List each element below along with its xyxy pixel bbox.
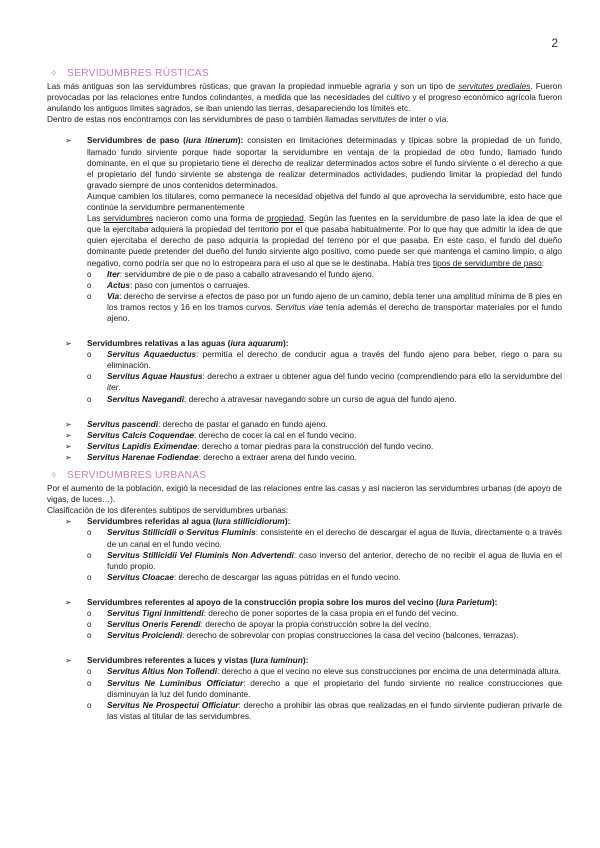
definition: : derecho a atravesar navegando sobre un curso de agua del fundo ajeno. bbox=[184, 393, 457, 404]
diamond-outline-icon: ✧ bbox=[50, 470, 58, 480]
term: Iter bbox=[107, 268, 120, 279]
definition: : derecho a prohibir las obras que realizadas en el fundo sirviente pudieran privarle de las vistas al titular de las servidumbres. bbox=[107, 699, 563, 721]
triangle-bullet-icon: ➢ bbox=[65, 517, 72, 527]
list-item bbox=[87, 630, 562, 641]
list-item bbox=[87, 666, 562, 677]
list-item bbox=[87, 550, 562, 572]
luces-title-text: Servidumbres referentes a luces y vistas ( bbox=[87, 655, 254, 666]
list-item bbox=[87, 394, 562, 405]
circle-bullet-icon: o bbox=[87, 631, 92, 641]
agua-title-end: ): bbox=[284, 516, 291, 527]
term: Servitus Ne Luminibus Officiatur bbox=[107, 677, 244, 688]
term: Servitus Tigni Inmittendi bbox=[107, 608, 204, 619]
circle-bullet-icon: o bbox=[87, 550, 92, 560]
term: Servitus pascendi bbox=[87, 418, 159, 429]
circle-bullet-icon: o bbox=[87, 372, 92, 382]
list-item-apoyo bbox=[47, 597, 562, 641]
definition: : derecho a que el vecino no eleve sus construcciones por encima de una determinada altura. bbox=[217, 666, 562, 677]
term: Servitus Stillicidii o Servitus Fluminis bbox=[107, 527, 256, 538]
list-item bbox=[87, 608, 562, 619]
list-item-luces bbox=[47, 655, 562, 722]
apoyo-title bbox=[87, 597, 562, 608]
definition-italic: iter bbox=[107, 382, 119, 393]
aguas-title-italic: iura aquarum bbox=[230, 338, 283, 349]
list-item bbox=[87, 619, 562, 630]
triangle-bullet-icon: ➢ bbox=[65, 419, 72, 429]
circle-bullet-icon: o bbox=[87, 572, 92, 582]
page-number: 2 bbox=[551, 36, 558, 50]
circle-bullet-icon: o bbox=[87, 269, 92, 279]
section-heading-urbanas bbox=[47, 470, 562, 481]
intro-text-end: . Fueron provocadas por las relaciones entre fundos colindantes, a medida que las necesidades del cultivo y el progreso económico agrícola fueron anulando los antiguos límites sagrados, se iban uniendo las tierras, desapareciendo los límites etc. bbox=[47, 81, 562, 114]
list-item bbox=[87, 291, 562, 324]
list-item-agua bbox=[47, 516, 562, 583]
list-item bbox=[87, 700, 562, 722]
list-item bbox=[47, 430, 562, 441]
paso-title-italic: iura itinerum bbox=[185, 135, 238, 146]
term: Servitus Harenae Fodiendae bbox=[87, 451, 199, 462]
paso-p3-b: nacieron como una forma de bbox=[153, 213, 267, 224]
circle-bullet-icon: o bbox=[87, 528, 92, 538]
paso-paragraph-2: Aunque cambien los titulares, como permanece la necesidad objetiva del fundo al que aprovecha la servidumbre, esto hace que continúe la servidumbre permanentemente bbox=[87, 190, 562, 213]
definition: : derecho de cocer la cal en el fundo vecino. bbox=[193, 429, 357, 440]
paso-text: consisten en limitaciones determinadas y típicas sobre la propiedad de un fundo, llamado fundo sirviente porque hade soportar la servidumbre en ventaja de la propiedad de otro fundo, llamado fundo dominante, en el que su propietario tiene el derecho de realizar determinados actos sobre el fundo sirviente o el derecho a que el propietario del fundo sirviente se abstenga de realizar determinados actividades, pudiendo limitar la propiedad del fundo gravado siempre de unos contenidos determinados. bbox=[87, 135, 562, 190]
intro-text: Las más antiguas son las servidumbres rústicas, que gravan la propiedad inmueble agraria y son un tipo de bbox=[47, 81, 459, 92]
definition: : derecho de pastar el ganado en fundo ajeno. bbox=[158, 418, 328, 429]
list-item bbox=[87, 678, 562, 700]
list-item bbox=[47, 419, 562, 430]
intro2-italic: servitutes bbox=[360, 114, 397, 125]
section-heading-rusticas bbox=[47, 68, 562, 79]
list-item bbox=[47, 452, 562, 463]
luces-title bbox=[87, 655, 562, 666]
tipos-servidumbre-link[interactable]: tipos de servidumbre de paso bbox=[432, 257, 542, 268]
paso-p3-c: . Según las fuentes en la servidumbre de paso late la idea de que el que la ejercitaba adquiera la propiedad del territorio por el que pasaba habitualmente. Por lo que hay que admitir la idea de que quien ejercitaba el derecho de paso adquiría la propiedad del terreno por el que pasaba. En este caso, el fundo del dueño dominante puede pretender del dueño del fundo sirviente algo positivo, como puede ser que mantenga el camino limpio, o algo negativo, como podría ser que no lo estropeara para el uso al que se le destinaba. Había tres bbox=[87, 213, 563, 268]
definition: : derecho a tomar piedras para la construcción del fundo vecino. bbox=[197, 440, 434, 451]
definition-end: tenía además el derecho de transportar materiales por el fundo ajeno. bbox=[107, 301, 563, 323]
intro-paragraph bbox=[47, 81, 562, 114]
list-item bbox=[87, 527, 562, 549]
circle-bullet-icon: o bbox=[87, 291, 92, 301]
apoyo-title-text: Servidumbres referentes al apoyo de la construcción propia sobre los muros del vecino ( bbox=[87, 596, 439, 607]
definition: : derecho de sobrevolar con propias construcciones la casa del vecino (balcones, terrazas). bbox=[182, 630, 519, 641]
paso-paragraph-3 bbox=[87, 213, 562, 268]
list-item-paso bbox=[47, 135, 562, 324]
triangle-bullet-icon: ➢ bbox=[65, 136, 72, 146]
term: Servitus Lapidis Eximendae bbox=[87, 440, 198, 451]
term: Servitus Aquae Haustus bbox=[107, 371, 203, 382]
agua-title-italic: Iura stillicidiorum bbox=[215, 516, 285, 527]
paso-paragraph bbox=[87, 135, 562, 190]
luces-title-italic: Iura luminun bbox=[253, 655, 303, 666]
list-item bbox=[87, 572, 562, 583]
section-title: SERVIDUMBRES URBANAS bbox=[67, 470, 207, 481]
document-body bbox=[47, 68, 562, 722]
circle-bullet-icon: o bbox=[87, 350, 92, 360]
term: Servitus Navegandi bbox=[107, 393, 185, 404]
list-item bbox=[87, 269, 562, 280]
intro2-text-end: de inter o vía. bbox=[396, 114, 449, 125]
intro-paragraph-2 bbox=[47, 114, 562, 125]
agua-title bbox=[87, 516, 562, 527]
section-title: SERVIDUMBRES RÚSTICAS bbox=[67, 68, 209, 79]
definition: : permitía el derecho de conducir agua a través del fundo ajeno para beber, riego o para su eliminación. bbox=[107, 349, 563, 371]
aguas-title bbox=[87, 338, 562, 349]
circle-bullet-icon: o bbox=[87, 280, 92, 290]
term: Servitus Calcis Coquendae bbox=[87, 429, 194, 440]
term: Servitus Proiciendi bbox=[107, 630, 183, 641]
definition: : derecho de apoyar la propia construcción sobre la del vecino. bbox=[200, 619, 432, 630]
paso-p3-a: Las bbox=[87, 213, 104, 224]
definition-end: . bbox=[118, 382, 121, 393]
urbanas-intro: Por el aumento de la población, exigió la necesidad de las relaciones entre las casas y así nacieron las servidumbres urbanas (de apoyo de vigas, de luces…). bbox=[47, 483, 562, 505]
triangle-bullet-icon: ➢ bbox=[65, 656, 72, 666]
term: Actus bbox=[107, 279, 131, 290]
list-item-aguas bbox=[47, 338, 562, 405]
definition-italic: Servitus viae bbox=[275, 301, 324, 312]
list-item bbox=[87, 349, 562, 371]
definition: : derecho de descargar las aguas pútridas en el fundo vecino. bbox=[173, 571, 401, 582]
aguas-title-end: ): bbox=[283, 338, 289, 349]
apoyo-title-end: ): bbox=[491, 596, 498, 607]
definition: : derecho a extraer u obtener agua del fundo vecino (comprendiendo para ello la servidumbre del bbox=[202, 371, 562, 382]
term: Servitus Stillicidii Vel Fluminis Non Advertendi bbox=[107, 549, 294, 560]
circle-bullet-icon: o bbox=[87, 678, 92, 688]
definition: : paso con jumentos o carruajes. bbox=[130, 279, 250, 290]
definition: : derecho de poner soportes de la casa propia en el fundo del vecino. bbox=[203, 608, 459, 619]
intro2-text: Dentro de estas nos encontramos con las servidumbres de paso o también llamadas bbox=[47, 114, 361, 125]
paso-title: Servidumbres de paso ( bbox=[87, 135, 186, 146]
term: Servitus Oneris Ferendi bbox=[107, 619, 201, 630]
triangle-bullet-icon: ➢ bbox=[65, 452, 72, 462]
list-item bbox=[87, 371, 562, 393]
list-item bbox=[87, 280, 562, 291]
circle-bullet-icon: o bbox=[87, 620, 92, 630]
agua-title-text: Servidumbres referidas al agua ( bbox=[87, 516, 216, 527]
apoyo-title-italic: Iura Parietum bbox=[438, 596, 492, 607]
servidumbres-link[interactable]: servidumbres bbox=[103, 213, 154, 224]
term: Servitus Aquaeductus bbox=[107, 349, 197, 360]
urbanas-intro-2: Clasificación de los diferentes subtipos de servidumbres urbanas: bbox=[47, 505, 289, 516]
circle-bullet-icon: o bbox=[87, 394, 92, 404]
triangle-bullet-icon: ➢ bbox=[65, 339, 72, 349]
triangle-bullet-icon: ➢ bbox=[65, 441, 72, 451]
triangle-bullet-icon: ➢ bbox=[65, 597, 72, 607]
term: Servitus Cloacae bbox=[107, 571, 174, 582]
servitutes-prediales-link[interactable]: servitutes prediales bbox=[458, 81, 531, 92]
circle-bullet-icon: o bbox=[87, 667, 92, 677]
definition: : servidumbre de pie o de paso a caballo atravesando el fundo ajeno. bbox=[119, 268, 375, 279]
definition: : derecho a extraer arena del fundo vecino. bbox=[198, 451, 357, 462]
luces-title-end: ): bbox=[302, 655, 309, 666]
list-item bbox=[47, 441, 562, 452]
diamond-outline-icon: ✧ bbox=[50, 68, 58, 78]
paso-title-end: ): bbox=[237, 135, 248, 146]
definition: : derecho a que el propietario del fundo sirviente no realice construcciones que disminuyan la luz del fundo dominante. bbox=[107, 677, 562, 699]
propiedad-link[interactable]: propiedad bbox=[266, 213, 304, 224]
term: Via bbox=[107, 290, 120, 301]
circle-bullet-icon: o bbox=[87, 700, 92, 710]
definition: : consistente en el derecho de descargar el agua de lluvia, directamente o a través de un canal en el fundo vecino. bbox=[107, 527, 562, 549]
other-servitudes-list bbox=[47, 419, 562, 463]
definition: : caso inverso del anterior, derecho de no recibir el agua de lluvia en el fundo propio. bbox=[107, 549, 563, 571]
term: Servitus Ne Prospectui Officiatur bbox=[107, 699, 239, 710]
definition: : derecho de servirse a efectos de paso por un fundo ajeno de un camino, debía tener una amplitud mínima de 8 pies en los tramos rectos y 16 en los tramos curvos. bbox=[107, 290, 562, 312]
triangle-bullet-icon: ➢ bbox=[65, 430, 72, 440]
aguas-title-text: Servidumbres relativas a las aguas ( bbox=[87, 338, 231, 349]
paso-p3-d: : bbox=[541, 257, 545, 268]
term: Servitus Altius Non Tollendi bbox=[107, 666, 218, 677]
circle-bullet-icon: o bbox=[87, 609, 92, 619]
